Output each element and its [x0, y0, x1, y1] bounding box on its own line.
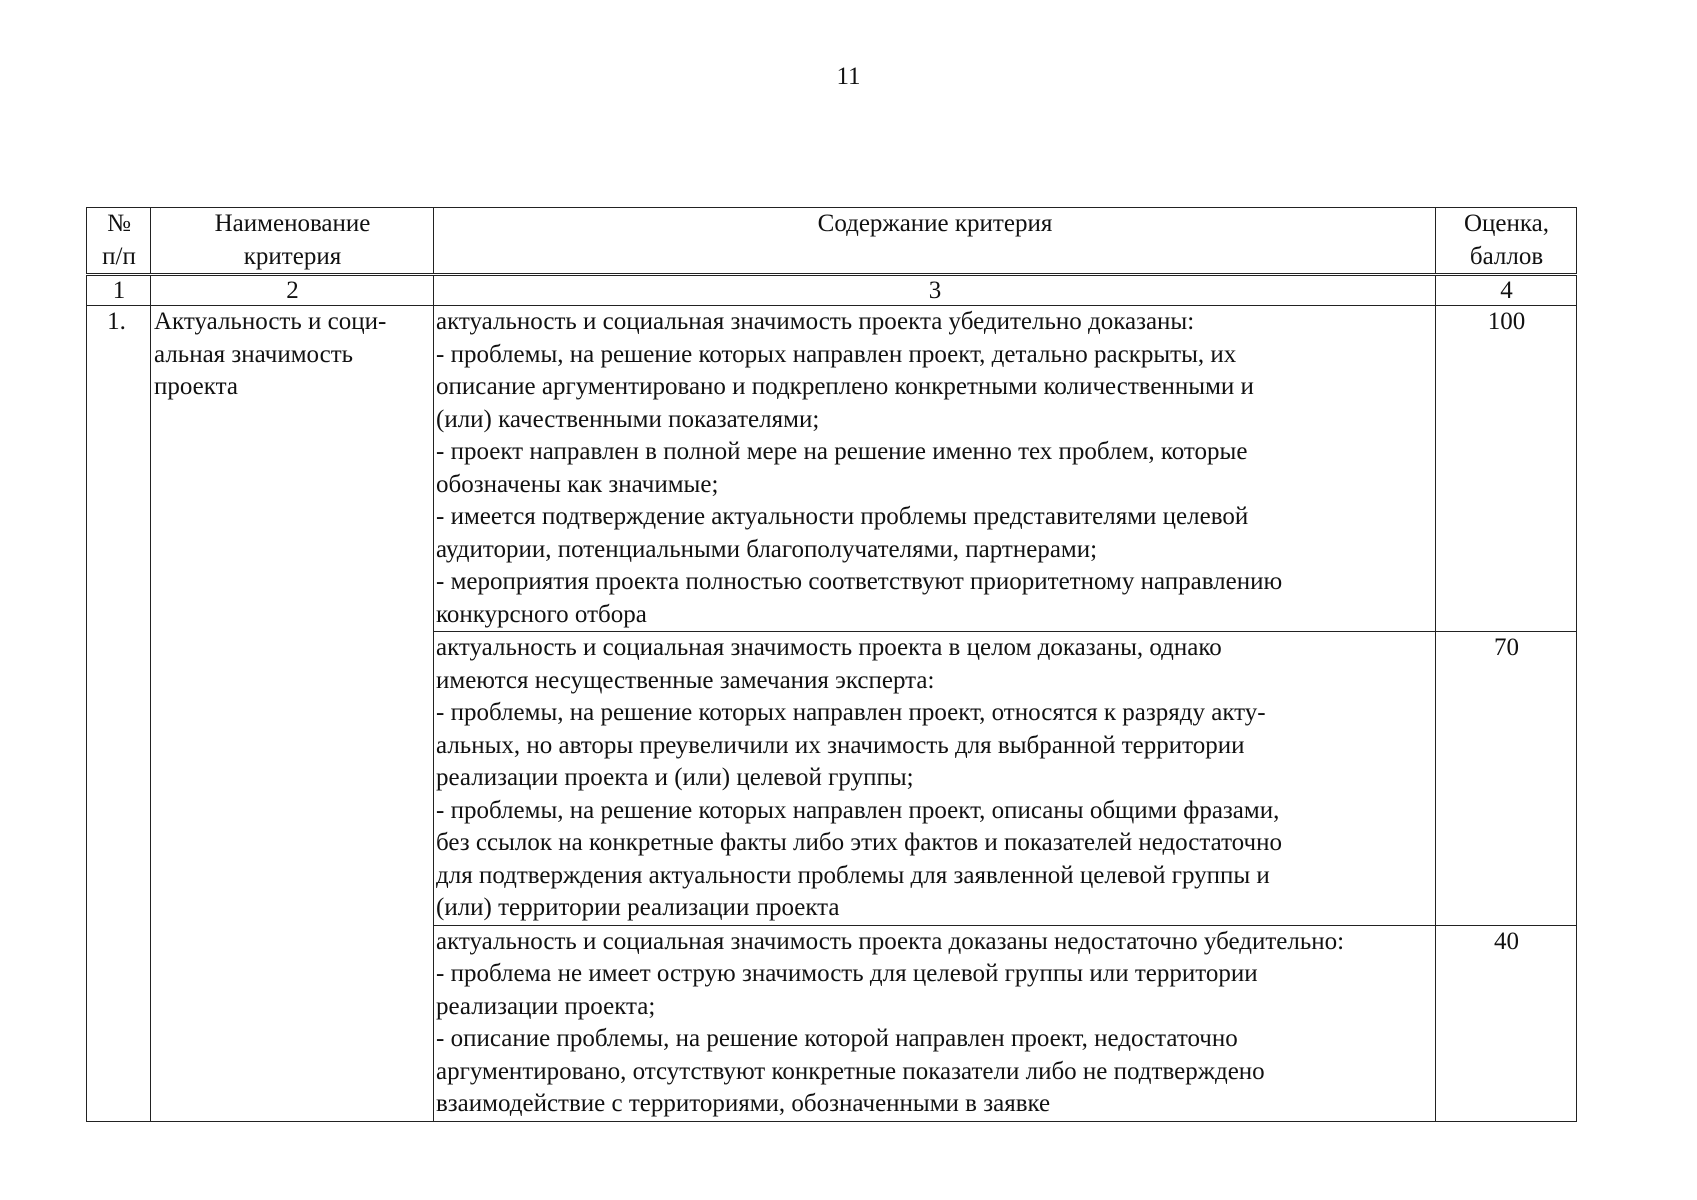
content-line: реализации проекта;	[436, 992, 656, 1020]
column-number: 1	[87, 275, 151, 306]
content-line: аргументировано, отсутствуют конкретные показатели либо не подтверждено	[436, 1057, 1265, 1085]
content-line: альных, но авторы преувеличили их значимость для выбранной территории	[436, 731, 1245, 759]
content-line: - проблемы, на решение которых направлен проект, относятся к разряду акту-	[436, 699, 1266, 726]
header-criterion-name-line: критерия	[243, 242, 342, 270]
content-line: взаимодействие с территориями, обозначенными в заявке	[436, 1090, 1051, 1117]
content-line: для подтверждения актуальности проблемы для заявленной целевой группы и	[436, 861, 1270, 889]
header-number-line: п/п	[102, 242, 136, 270]
content-line: - мероприятия проекта полностью соответствуют приоритетному направлению	[436, 568, 1283, 595]
header-criterion-name	[151, 208, 434, 275]
table-row	[87, 306, 1577, 632]
header-criterion-content	[434, 208, 1436, 275]
page-number: 11	[836, 63, 861, 90]
content-line: обозначены как значимые;	[436, 470, 719, 498]
content-line: актуальность и социальная значимость проекта убедительно доказаны:	[436, 308, 1195, 335]
header-number-line: №	[107, 210, 131, 237]
content-line: (или) территории реализации проекта	[436, 894, 840, 921]
content-line: имеются несущественные замечания эксперта:	[436, 666, 935, 694]
content-line: аудитории, потенциальными благополучателями, партнерами;	[436, 535, 1098, 563]
criterion-content-cell	[434, 306, 1436, 632]
column-number: 2	[151, 275, 434, 306]
row-number: 1.	[87, 306, 151, 1122]
column-number: 4	[1436, 275, 1577, 306]
criterion-content-cell	[434, 925, 1436, 1121]
content-line: - проект направлен в полной мере на решение именно тех проблем, которые	[436, 438, 1248, 465]
criteria-table	[86, 207, 1577, 1122]
header-number	[87, 208, 151, 275]
content-line: (или) качественными показателями;	[436, 405, 820, 433]
score-cell: 100	[1436, 306, 1577, 632]
content-line: реализации проекта и (или) целевой группы;	[436, 764, 914, 791]
content-line: - имеется подтверждение актуальности проблемы представителями целевой	[436, 503, 1249, 530]
column-number-row	[87, 275, 1577, 306]
content-line: - проблема не имеет острую значимость для целевой группы или территории	[436, 960, 1258, 987]
criterion-name-line: проекта	[154, 373, 238, 400]
header-criterion-content-line: Содержание критерия	[817, 210, 1053, 237]
content-line: конкурсного отбора	[436, 600, 647, 628]
score-cell: 70	[1436, 632, 1577, 926]
criterion-name-line: альная значимость	[154, 340, 354, 368]
criterion-name-line: Актуальность и соци-	[154, 308, 387, 335]
header-score-line: Оценка,	[1463, 210, 1550, 237]
content-line: - проблемы, на решение которых направлен проект, описаны общими фразами,	[436, 796, 1280, 824]
header-criterion-name-line: Наименование	[214, 210, 371, 237]
content-line: - проблемы, на решение которых направлен проект, детально раскрыты, их	[436, 340, 1237, 368]
criteria-table-wrapper	[86, 207, 1576, 1122]
content-line: - описание проблемы, на решение которой направлен проект, недостаточно	[436, 1025, 1238, 1052]
column-number: 3	[434, 275, 1436, 306]
header-score-line: баллов	[1469, 242, 1544, 270]
content-line: актуальность и социальная значимость проекта в целом доказаны, однако	[436, 634, 1222, 661]
content-line: актуальность и социальная значимость проекта доказаны недостаточно убедительно:	[436, 927, 1345, 955]
table-header-row	[87, 208, 1577, 275]
criterion-name-cell	[151, 306, 434, 1122]
criterion-content-cell	[434, 632, 1436, 926]
content-line: без ссылок на конкретные факты либо этих фактов и показателей недостаточно	[436, 829, 1282, 856]
score-cell: 40	[1436, 925, 1577, 1121]
header-score	[1436, 208, 1577, 275]
content-line: описание аргументировано и подкреплено конкретными количественными и	[436, 373, 1254, 400]
